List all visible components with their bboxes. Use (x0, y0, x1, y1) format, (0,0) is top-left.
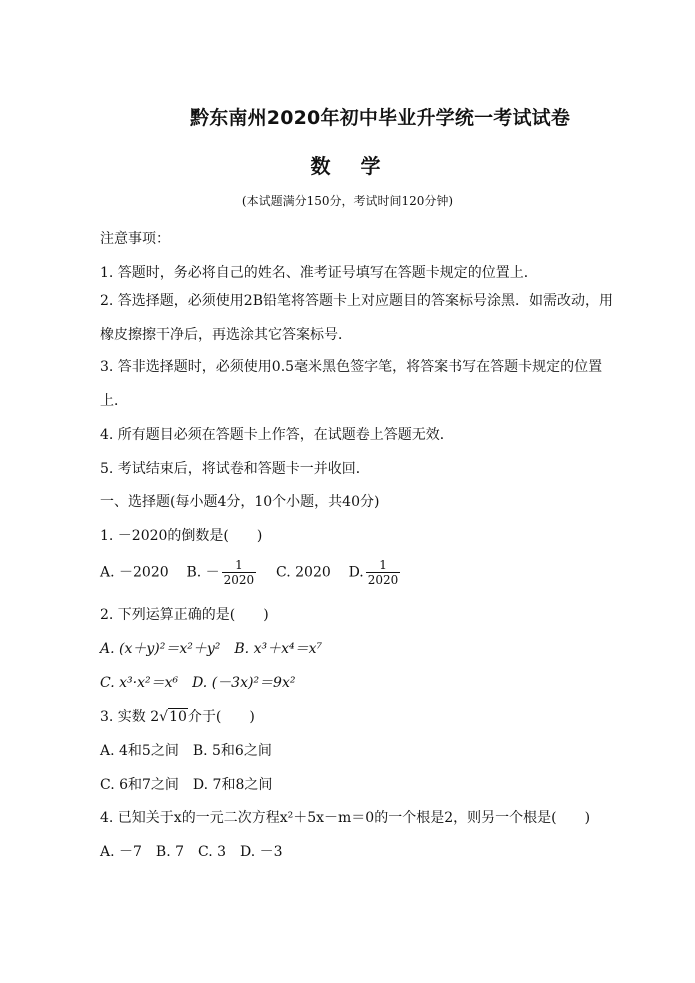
notice-item-4: 4. 所有题目必须在答题卡上作答，在试题卷上答题无效． (100, 427, 454, 443)
q1-stem: 1. －2020的倒数是( ) (100, 528, 263, 544)
q3-options-ab: A. 4和5之间 B. 5和6之间 (100, 743, 272, 759)
q2-options-ab: A. (x＋y)²＝x²＋y² B. x³＋x⁴＝x⁷ (100, 641, 323, 657)
q1-option-c: C. 2020 (276, 564, 331, 581)
q3-stem-post: 介于( ) (187, 709, 255, 725)
q1-options (100, 558, 402, 587)
notice-item-3: 3. 答非选择题时，必须使用0.5毫米黑色签字笔，将答案书写在答题卡规定的位置上． (100, 359, 603, 409)
q1-b-numerator: 1 (222, 558, 257, 573)
subject-title (0, 150, 695, 179)
notice-item-2: 2. 答选择题，必须使用2B铅笔将答题卡上对应题目的答案标号涂黑．如需改动，用橡皮擦擦干净后，再选涂其它答案标号． (100, 293, 614, 343)
notice-item-1: 1. 答题时，务必将自己的姓名、准考证号填写在答题卡规定的位置上． (100, 265, 538, 281)
subject-char-2: 学 (360, 154, 385, 178)
q1-d-numerator: 1 (366, 558, 401, 573)
notice-heading: 注意事项： (100, 231, 170, 247)
exam-note: (本试题满分150分，考试时间120分钟) (241, 194, 454, 208)
q3-sqrt: √10 (159, 709, 187, 725)
q1-option-b-fraction (222, 558, 257, 587)
q1-b-denominator: 2020 (223, 573, 255, 587)
q3-stem (100, 706, 255, 726)
q2-stem: 2. 下列运算正确的是( ) (100, 607, 269, 623)
q1-d-denominator: 2020 (367, 573, 399, 587)
notice-item-5: 5. 考试结束后，将试卷和答题卡一并收回． (100, 461, 370, 477)
q1-option-d-fraction (366, 558, 401, 587)
q4-options: A. －7 B. 7 C. 3 D. －3 (100, 844, 283, 860)
exam-title: 黔东南州2020年初中毕业升学统一考试试卷 (190, 107, 571, 129)
section-heading: 一、选择题(每小题4分，10个小题，共40分) (100, 494, 380, 510)
q1-option-d-label: D. (348, 564, 364, 581)
q1-option-a: A. －2020 (100, 564, 169, 581)
q3-stem-pre: 3. 实数 2 (100, 709, 160, 725)
subject-char-1: 数 (310, 154, 335, 178)
q1-option-b-label: B. － (186, 564, 220, 581)
q2-options-cd: C. x³·x²＝x⁶ D. (－3x)²＝9x² (100, 675, 296, 691)
q3-radicand: 10 (169, 709, 187, 725)
q3-options-cd: C. 6和7之间 D. 7和8之间 (100, 777, 273, 793)
q4-stem: 4. 已知关于x的一元二次方程x²＋5x－m＝0的一个根是2，则另一个根是( ) (100, 810, 591, 826)
